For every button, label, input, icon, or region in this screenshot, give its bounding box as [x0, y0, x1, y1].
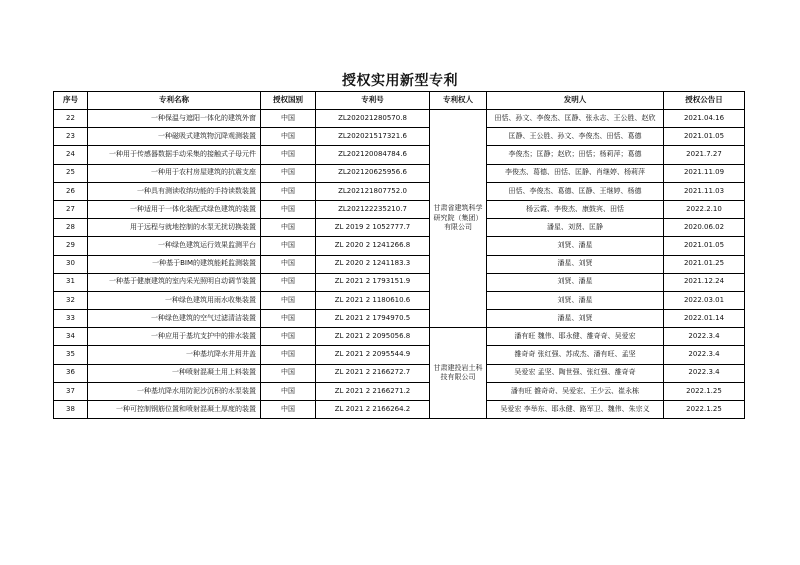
cell-date: 2021.01.05 — [664, 237, 745, 255]
cell-seq: 37 — [54, 382, 88, 400]
cell-owner: 甘肃省建筑科学研究院（集团）有限公司 — [430, 110, 487, 328]
cell-patent-name: 一种基坑降水井用井盖 — [88, 346, 261, 364]
cell-patent-number: ZL 2021 2 2095544.9 — [316, 346, 430, 364]
cell-inventors: 潘有旺 雒奇奇、吴爱宏、王少云、崔永栋 — [487, 382, 664, 400]
cell-inventors: 李俊杰；匡静；赵欣；田恬；杨莉萍；葛德 — [487, 146, 664, 164]
cell-inventors: 潘星、刘贤 — [487, 310, 664, 328]
cell-country: 中国 — [261, 255, 316, 273]
table-row — [54, 237, 745, 255]
cell-patent-number: ZL 2021 2 1793151.9 — [316, 273, 430, 291]
cell-patent-number: ZL 2020 2 1241266.8 — [316, 237, 430, 255]
cell-patent-name: 一种绿色建筑用雨水收集装置 — [88, 291, 261, 309]
table-row — [54, 200, 745, 218]
cell-country: 中国 — [261, 200, 316, 218]
cell-inventors: 田恬、李俊杰、葛德、匡静、王继婷、杨德 — [487, 182, 664, 200]
cell-patent-number: ZL202120625956.6 — [316, 164, 430, 182]
cell-country: 中国 — [261, 146, 316, 164]
cell-date: 2021.12.24 — [664, 273, 745, 291]
cell-inventors: 刘贤、潘星 — [487, 291, 664, 309]
table-row — [54, 164, 745, 182]
cell-date: 2021.01.25 — [664, 255, 745, 273]
cell-country: 中国 — [261, 128, 316, 146]
cell-patent-number: ZL202021517321.6 — [316, 128, 430, 146]
table-row — [54, 401, 745, 419]
cell-country: 中国 — [261, 401, 316, 419]
cell-patent-number: ZL 2020 2 1241183.3 — [316, 255, 430, 273]
cell-seq: 33 — [54, 310, 88, 328]
cell-date: 2022.01.14 — [664, 310, 745, 328]
cell-country: 中国 — [261, 182, 316, 200]
cell-patent-name: 一种基于健康建筑的室内采光照明自动调节装置 — [88, 273, 261, 291]
cell-patent-number: ZL 2021 2 2166264.2 — [316, 401, 430, 419]
cell-country: 中国 — [261, 310, 316, 328]
cell-patent-number: ZL 2021 2 1180610.6 — [316, 291, 430, 309]
cell-inventors: 田恬、孙文、李俊杰、匡静、张永志、王公胜、赵欣 — [487, 110, 664, 128]
cell-country: 中国 — [261, 237, 316, 255]
cell-patent-name: 一种应用于基坑支护中的排水装置 — [88, 328, 261, 346]
cell-date: 2021.11.03 — [664, 182, 745, 200]
table-row — [54, 110, 745, 128]
cell-patent-number: ZL202021280570.8 — [316, 110, 430, 128]
cell-country: 中国 — [261, 164, 316, 182]
cell-inventors: 杨云霞、李俊杰、康鼓宾、田恬 — [487, 200, 664, 218]
cell-patent-number: ZL202122235210.7 — [316, 200, 430, 218]
cell-patent-number: ZL 2019 2 1052777.7 — [316, 219, 430, 237]
cell-date: 2022.3.4 — [664, 328, 745, 346]
cell-seq: 38 — [54, 401, 88, 419]
header-seq: 序号 — [54, 92, 88, 110]
cell-inventors: 刘贤、潘星 — [487, 273, 664, 291]
cell-inventors: 匡静、王公胜、孙文、李俊杰、田恬、葛德 — [487, 128, 664, 146]
cell-patent-name: 用于远程与就地控制的水泵无扰切换装置 — [88, 219, 261, 237]
header-date: 授权公告日 — [664, 92, 745, 110]
table-row — [54, 291, 745, 309]
cell-inventors: 潘有旺 魏伟、耶永健、雒奇奇、吴爱宏 — [487, 328, 664, 346]
cell-inventors: 吴爱宏 孟坚、陶世强、张红强、雒奇奇 — [487, 364, 664, 382]
cell-patent-name: 一种用于传感器数据手动采集的接触式子母元件 — [88, 146, 261, 164]
cell-inventors: 雒奇奇 张红强、苏成杰、潘有旺、孟坚 — [487, 346, 664, 364]
cell-patent-name: 一种适用于一体化装配式绿色建筑的装置 — [88, 200, 261, 218]
cell-patent-name: 一种基坑降水用防泥沙沉积的水泵装置 — [88, 382, 261, 400]
cell-date: 2022.03.01 — [664, 291, 745, 309]
cell-date: 2022.2.10 — [664, 200, 745, 218]
cell-seq: 34 — [54, 328, 88, 346]
cell-seq: 24 — [54, 146, 88, 164]
cell-date: 2022.1.25 — [664, 382, 745, 400]
header-inventors: 发明人 — [487, 92, 664, 110]
cell-country: 中国 — [261, 219, 316, 237]
cell-inventors: 潘星、刘贤、匡静 — [487, 219, 664, 237]
cell-patent-number: ZL 2021 2 2095056.8 — [316, 328, 430, 346]
cell-patent-number: ZL202120084784.6 — [316, 146, 430, 164]
cell-seq: 30 — [54, 255, 88, 273]
page-title: 授权实用新型专利 — [342, 73, 458, 89]
cell-seq: 28 — [54, 219, 88, 237]
cell-patent-name: 一种可控制钢筋位置和喷射混凝土厚度的装置 — [88, 401, 261, 419]
cell-date: 2021.01.05 — [664, 128, 745, 146]
cell-patent-name: 一种绿色建筑的空气过滤清洁装置 — [88, 310, 261, 328]
cell-country: 中国 — [261, 328, 316, 346]
cell-patent-name: 一种基于BIM的建筑能耗监测装置 — [88, 255, 261, 273]
cell-patent-name: 一种用于农村房屋建筑的抗震支座 — [88, 164, 261, 182]
header-owner: 专利权人 — [430, 92, 487, 110]
cell-seq: 25 — [54, 164, 88, 182]
cell-owner: 甘肃建投岩土科技有限公司 — [430, 328, 487, 419]
header-country: 授权国别 — [261, 92, 316, 110]
cell-patent-name: 一种保温与遮阳一体化的建筑外窗 — [88, 110, 261, 128]
cell-date: 2020.06.02 — [664, 219, 745, 237]
cell-seq: 23 — [54, 128, 88, 146]
cell-inventors: 李俊杰、葛德、田恬、匡静、肖继婷、杨莉萍 — [487, 164, 664, 182]
cell-country: 中国 — [261, 364, 316, 382]
table-row — [54, 255, 745, 273]
table-row — [54, 219, 745, 237]
table-row — [54, 182, 745, 200]
table-row — [54, 128, 745, 146]
cell-patent-number: ZL 2021 2 1794970.5 — [316, 310, 430, 328]
cell-country: 中国 — [261, 291, 316, 309]
cell-date: 2022.1.25 — [664, 401, 745, 419]
cell-seq: 36 — [54, 364, 88, 382]
table-body — [54, 110, 745, 419]
patent-table — [53, 91, 745, 419]
table-row — [54, 273, 745, 291]
cell-seq: 27 — [54, 200, 88, 218]
cell-date: 2021.7.27 — [664, 146, 745, 164]
cell-patent-name: 一种磁吸式建筑物沉降观测装置 — [88, 128, 261, 146]
header-name: 专利名称 — [88, 92, 261, 110]
cell-country: 中国 — [261, 273, 316, 291]
cell-seq: 31 — [54, 273, 88, 291]
table-row — [54, 364, 745, 382]
table-row — [54, 146, 745, 164]
cell-patent-name: 一种喷射混凝土用上料装置 — [88, 364, 261, 382]
cell-date: 2022.3.4 — [664, 346, 745, 364]
table-row — [54, 382, 745, 400]
table-header-row — [54, 92, 745, 110]
cell-patent-number: ZL202121807752.0 — [316, 182, 430, 200]
table-row — [54, 346, 745, 364]
cell-patent-name: 一种具有测读收纳功能的手持读数装置 — [88, 182, 261, 200]
table-row — [54, 310, 745, 328]
cell-inventors: 吴爱宏 李举东、耶永健、路军卫、魏伟、朱宗义 — [487, 401, 664, 419]
cell-seq: 22 — [54, 110, 88, 128]
cell-seq: 32 — [54, 291, 88, 309]
cell-patent-number: ZL 2021 2 2166272.7 — [316, 364, 430, 382]
cell-patent-name: 一种绿色建筑运行效果监测平台 — [88, 237, 261, 255]
cell-country: 中国 — [261, 346, 316, 364]
table-row — [54, 328, 745, 346]
cell-date: 2021.04.16 — [664, 110, 745, 128]
header-number: 专利号 — [316, 92, 430, 110]
cell-patent-number: ZL 2021 2 2166271.2 — [316, 382, 430, 400]
cell-inventors: 潘星、刘贤 — [487, 255, 664, 273]
cell-seq: 26 — [54, 182, 88, 200]
cell-country: 中国 — [261, 110, 316, 128]
cell-seq: 29 — [54, 237, 88, 255]
cell-inventors: 刘贤、潘星 — [487, 237, 664, 255]
cell-seq: 35 — [54, 346, 88, 364]
cell-date: 2022.3.4 — [664, 364, 745, 382]
cell-date: 2021.11.09 — [664, 164, 745, 182]
cell-country: 中国 — [261, 382, 316, 400]
